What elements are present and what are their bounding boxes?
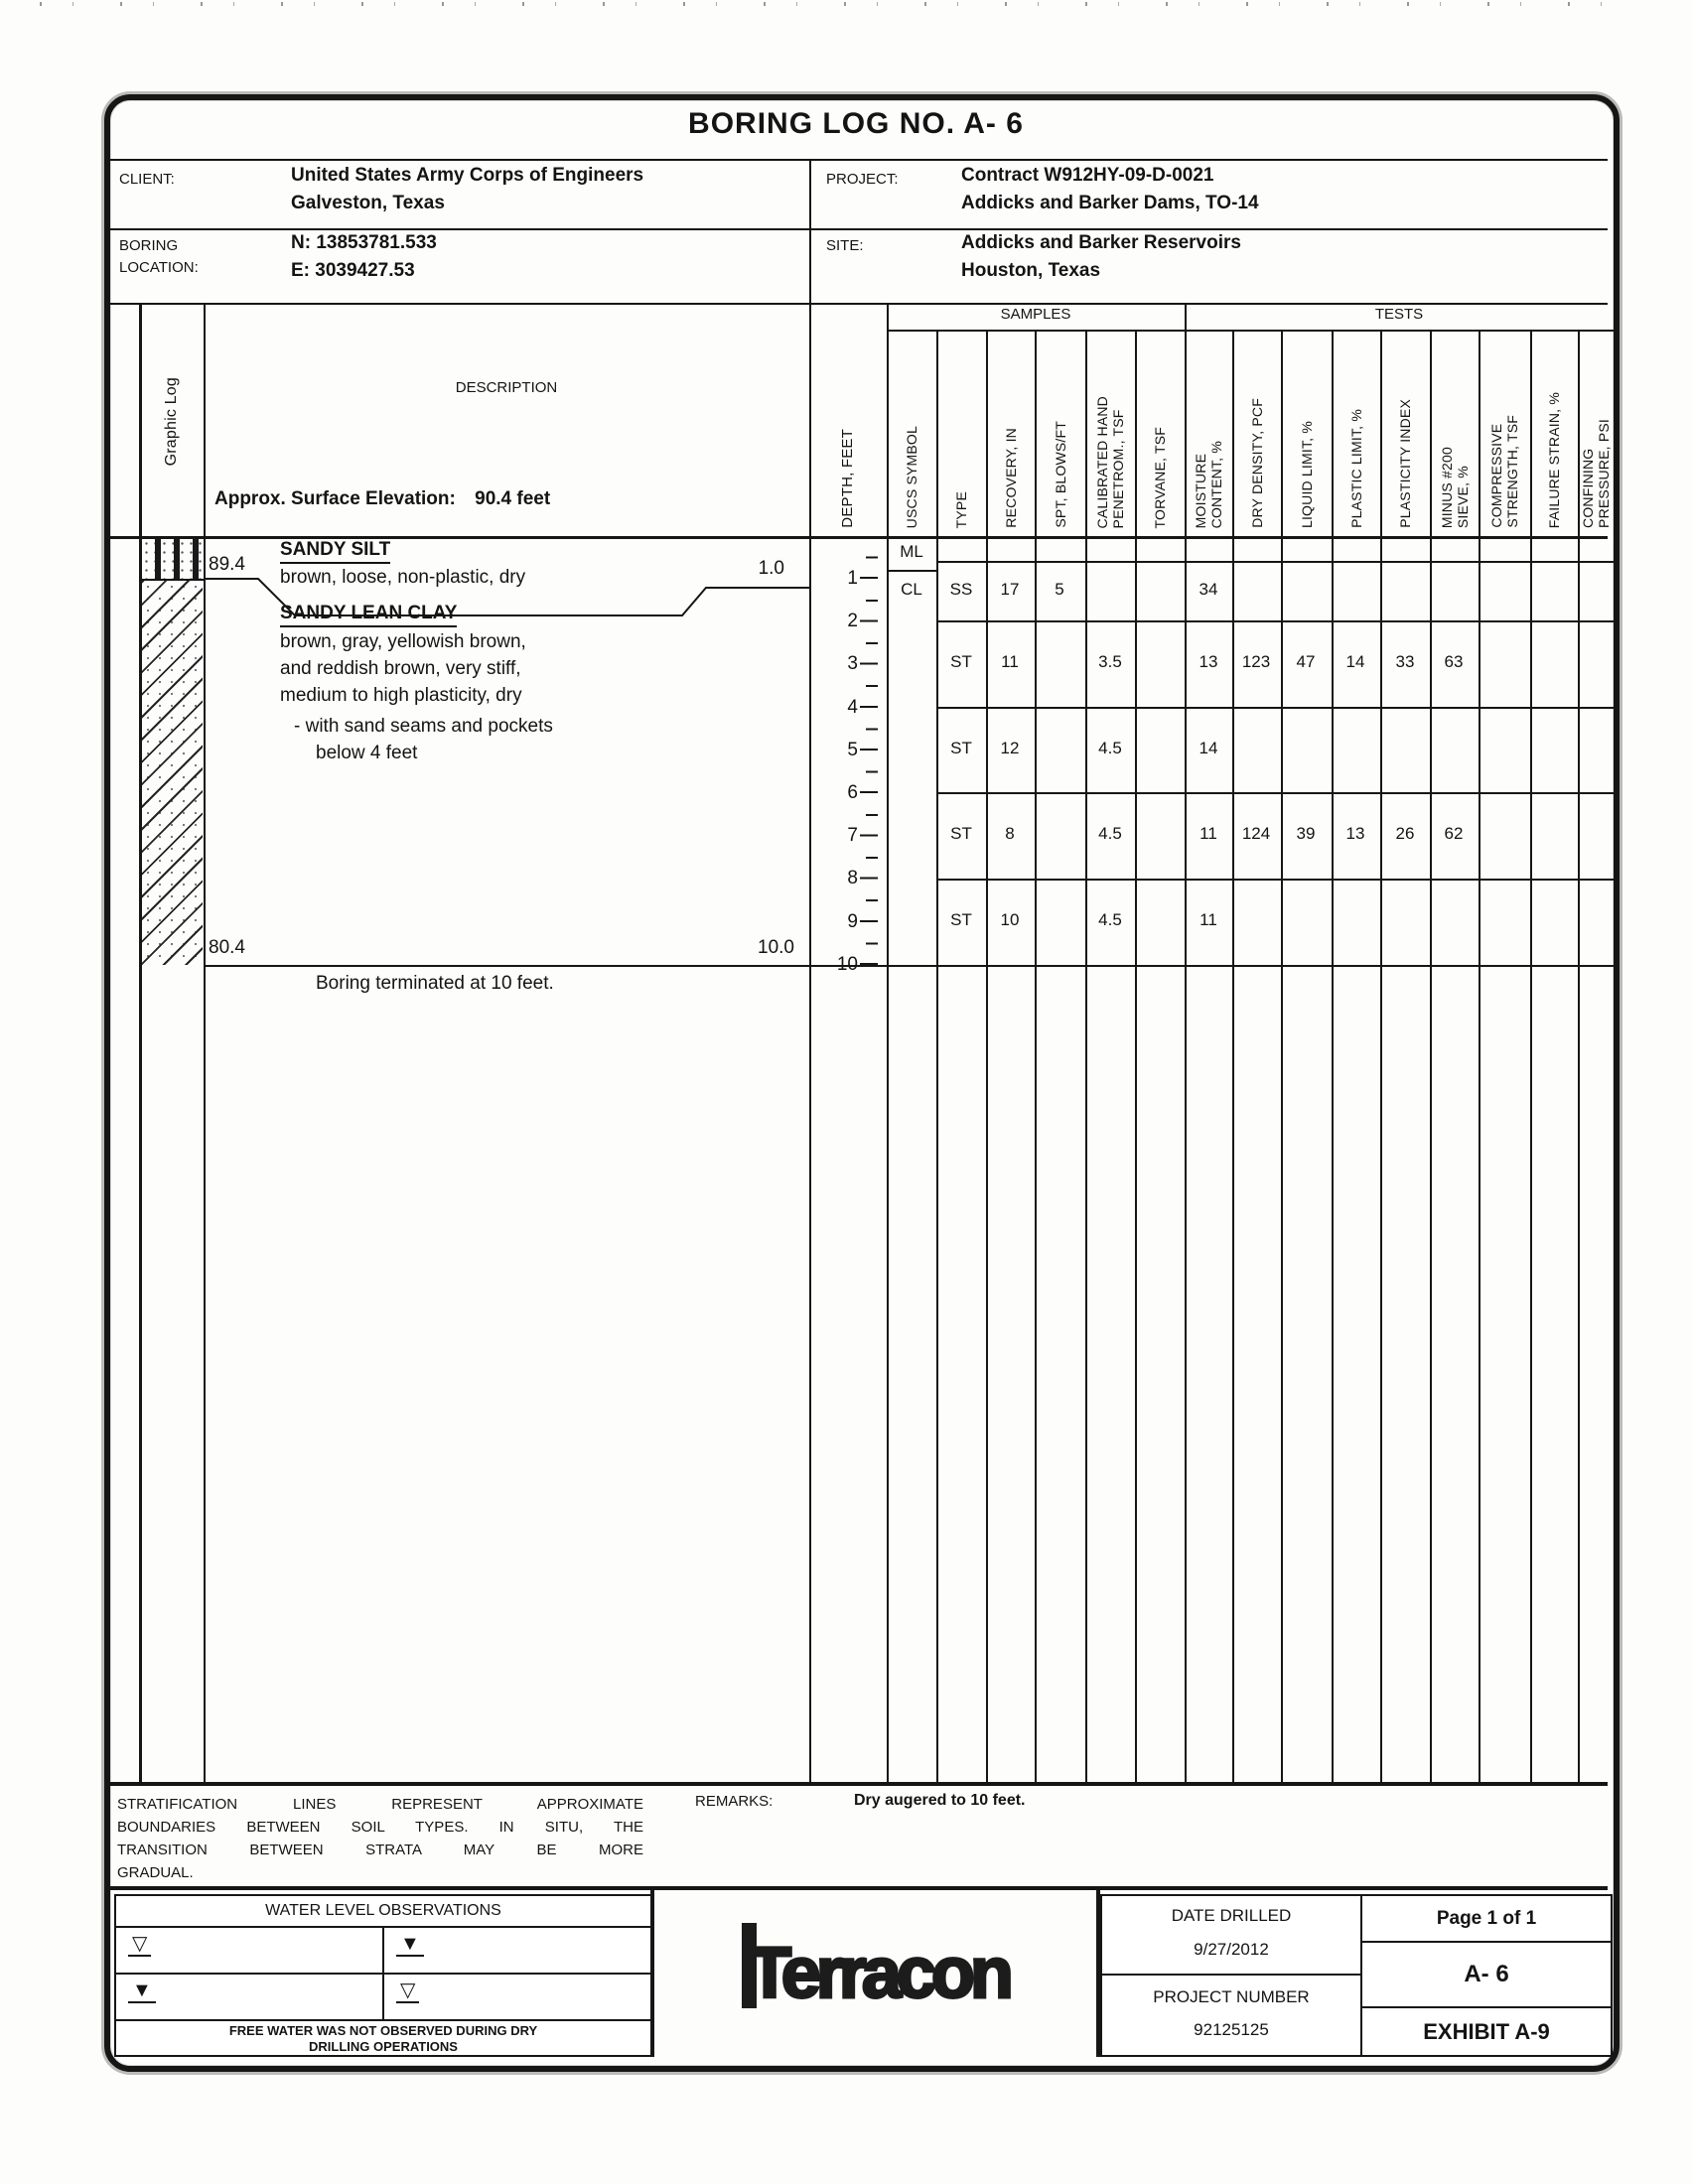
water-level-box (114, 1894, 652, 2057)
liquid-limit-col-label: LIQUID LIMIT, % (1298, 420, 1315, 528)
col-header-moisture (1185, 334, 1232, 528)
client-row-divider (104, 228, 1608, 230)
sample-moisture: 34 (1198, 580, 1218, 599)
water-note-line1: FREE WATER WAS NOT OBSERVED DURING DRY (228, 2023, 538, 2038)
col-header-dry-density (1232, 334, 1281, 528)
dry-density-col-label: DRY DENSITY, PCF (1248, 398, 1265, 528)
moisture-col-line1: MOISTURE (1193, 453, 1208, 528)
sample-plastic-limit: 13 (1345, 824, 1365, 843)
grid-line (1380, 330, 1382, 1782)
stratum2-desc-line1: brown, gray, yellowish brown, (280, 631, 526, 652)
stratum1-description: brown, loose, non-plastic, dry (280, 567, 526, 588)
depth-tick-label: 2 (847, 611, 858, 631)
bottom-depth: 10.0 (758, 937, 794, 958)
project-label: PROJECT: (826, 171, 899, 188)
exhibit-label: EXHIBIT A-9 (1423, 2019, 1550, 2044)
stratification-note-line: STRATIFICATION LINES REPRESENT APPROXIMATE (117, 1796, 643, 1813)
col-header-torvane (1135, 334, 1185, 528)
client-city: Galveston, Texas (291, 193, 445, 213)
sample-calibrated: 4.5 (1098, 910, 1122, 929)
spt-col-label: SPT, BLOWS/FT (1052, 421, 1068, 528)
sample-divider (936, 561, 1614, 563)
footer-band-top-line (104, 1886, 1608, 1890)
col-header-confining (1578, 334, 1614, 528)
graphic-log-label: Graphic Log (162, 377, 180, 467)
grid-line (986, 330, 988, 1782)
stratum1-name: SANDY SILT (280, 539, 390, 564)
date-project-box (1100, 1894, 1362, 2057)
water-level-symbol: ▽ (396, 1980, 419, 2003)
plasticity-index-col-label: PLASTICITY INDEX (1397, 399, 1413, 528)
sample-plastic-limit: 14 (1345, 652, 1365, 671)
grid-line (139, 303, 142, 1782)
col-header-depth (809, 308, 887, 528)
water-level-title: WATER LEVEL OBSERVATIONS (116, 1896, 650, 1928)
grid-line (1430, 330, 1432, 1782)
col-header-uscs (887, 334, 936, 528)
col-header-liquid-limit (1281, 334, 1332, 528)
grid-line (1479, 330, 1480, 1782)
description-header: DESCRIPTION (455, 379, 558, 396)
sample-calibrated: 4.5 (1098, 739, 1122, 757)
sample-liquid-limit: 47 (1296, 652, 1316, 671)
sample-recovery: 12 (1000, 739, 1020, 757)
sample-type: ST (950, 824, 972, 843)
sample-recovery: 8 (1005, 824, 1015, 843)
group-header-underline (887, 330, 1614, 332)
sample-divider (936, 707, 1614, 709)
project-number-value: 92125125 (1194, 2020, 1269, 2039)
grid-line (1281, 330, 1283, 1782)
minus-200-col-line2: SIEVE, % (1454, 465, 1471, 528)
sample-moisture: 11 (1199, 910, 1217, 929)
client-label: CLIENT: (119, 171, 175, 188)
calibrated-col-line2: PENETROM., TSF (1110, 409, 1126, 528)
sample-minus-200: 62 (1444, 824, 1464, 843)
minus-200-col-label (1439, 447, 1471, 528)
calibrated-col-line1: CALIBRATED HAND (1094, 395, 1110, 528)
termination-note: Boring terminated at 10 feet. (316, 973, 554, 994)
graphic-log-clay-pattern (142, 581, 203, 965)
compressive-col-line1: COMPRESSIVE (1488, 424, 1504, 528)
sample-plasticity-index: 26 (1395, 824, 1415, 843)
depth-tick-label: 6 (847, 782, 858, 803)
project-name: Addicks and Barker Dams, TO-14 (961, 193, 1259, 213)
boring-location-label-1: BORING (119, 237, 179, 254)
confining-col-label (1580, 419, 1612, 528)
site-name: Addicks and Barker Reservoirs (961, 232, 1241, 253)
depth-tick-label: 4 (847, 697, 858, 718)
sample-calibrated: 3.5 (1098, 652, 1122, 671)
col-header-graphic-log (139, 328, 204, 516)
confining-col-line2: PRESSURE, PSI (1596, 419, 1612, 528)
depth-tick-label: 8 (847, 868, 858, 888)
type-col-label: TYPE (953, 490, 969, 528)
sample-moisture: 13 (1198, 652, 1218, 671)
col-header-recovery (986, 334, 1035, 528)
grid-line (887, 303, 889, 1782)
boring-northing: N: 13853781.533 (291, 232, 437, 253)
stratum2-desc-line3: medium to high plasticity, dry (280, 685, 522, 706)
samples-group-header: SAMPLES (1000, 306, 1071, 323)
page-indicator: Page 1 of 1 (1362, 1896, 1611, 1943)
stratum2-note-line2: below 4 feet (316, 743, 418, 763)
grid-line (204, 303, 206, 1782)
bottom-elevation: 80.4 (209, 937, 245, 958)
sample-recovery: 10 (1000, 910, 1020, 929)
grid-line (1332, 330, 1334, 1782)
stratum-boundary-graphic (139, 579, 204, 581)
sample-dry-density: 124 (1241, 824, 1271, 843)
sample-type: ST (950, 652, 972, 671)
grid-line (1578, 330, 1580, 1782)
page-exhibit-box (1360, 1894, 1613, 2057)
grid-line (1185, 303, 1187, 1782)
sample-type: SS (949, 580, 973, 599)
depth-tick-label: 5 (847, 740, 858, 760)
col-header-compressive (1479, 334, 1530, 528)
date-drilled-value: 9/27/2012 (1102, 1932, 1360, 1976)
compressive-col-line2: STRENGTH, TSF (1504, 415, 1520, 528)
surface-elevation-value: 90.4 feet (475, 488, 551, 509)
site-label: SITE: (826, 237, 864, 254)
sample-divider (936, 792, 1614, 794)
sample-type: ST (950, 739, 972, 757)
terracon-logo-text: Terracon (748, 1933, 1009, 2013)
depth-tick-label: 7 (847, 825, 858, 846)
failure-strain-col-label: FAILURE STRAIN, % (1546, 391, 1562, 528)
sample-recovery: 17 (1000, 580, 1020, 599)
sample-spt: 5 (1055, 580, 1064, 599)
terracon-logo (655, 1891, 1095, 2055)
stratification-note-line: TRANSITION BETWEEN STRATA MAY BE MORE (117, 1842, 643, 1858)
grid-line (1035, 330, 1037, 1782)
recovery-col-label: RECOVERY, IN (1002, 428, 1019, 528)
minus-200-col-line1: MINUS #200 (1438, 446, 1455, 528)
depth-tick-label: 10 (836, 954, 858, 975)
remarks-value: Dry augered to 10 feet. (854, 1792, 1026, 1809)
depth-tick-label: 1 (847, 568, 858, 589)
col-header-type (936, 334, 986, 528)
project-contract: Contract W912HY-09-D-0021 (961, 165, 1214, 186)
stratum1-elevation: 89.4 (209, 554, 245, 575)
surface-elevation (214, 488, 550, 510)
water-level-symbol: ▼ (128, 1980, 156, 2003)
sample-divider (936, 620, 1614, 622)
depth-col-label: DEPTH, FEET (839, 429, 856, 528)
grid-line (1135, 330, 1137, 1782)
title-divider (104, 159, 1608, 161)
site-city: Houston, Texas (961, 260, 1101, 281)
project-number-label: PROJECT NUMBER (1153, 1987, 1310, 2006)
notes-band-top-line (104, 1782, 1608, 1786)
compressive-col-label (1488, 415, 1520, 528)
col-header-plasticity-index (1380, 334, 1430, 528)
grid-line (1085, 330, 1087, 1782)
sample-liquid-limit: 39 (1296, 824, 1316, 843)
plastic-limit-col-label: PLASTIC LIMIT, % (1347, 409, 1364, 528)
date-drilled-label: DATE DRILLED (1171, 1906, 1292, 1925)
sample-recovery: 11 (1001, 652, 1019, 671)
boring-location-label-2: LOCATION: (119, 259, 199, 276)
termination-line (204, 965, 1614, 967)
depth-foot-ticks (860, 536, 878, 967)
sample-plasticity-index: 33 (1395, 652, 1415, 671)
water-note-line2: DRILLING OPERATIONS (309, 2039, 458, 2054)
sample-dry-density: 123 (1241, 652, 1271, 671)
water-level-symbol: ▼ (396, 1934, 424, 1957)
uscs-divider (887, 570, 936, 572)
stratification-note-line: BOUNDARIES BETWEEN SOIL TYPES. IN SITU, THE (117, 1819, 643, 1836)
torvane-col-label: TORVANE, TSF (1152, 426, 1168, 528)
graphic-log-silt-pattern (142, 539, 203, 579)
sample-moisture: 11 (1199, 824, 1217, 843)
grid-line (1530, 330, 1532, 1782)
stratification-note-line: GRADUAL. (117, 1864, 194, 1881)
surface-elevation-label: Approx. Surface Elevation: (214, 488, 456, 509)
uscs-col-label: USCS SYMBOL (904, 425, 919, 528)
moisture-col-line2: CONTENT, % (1208, 440, 1224, 528)
sample-minus-200: 63 (1444, 652, 1464, 671)
stratum2-name: SANDY LEAN CLAY (280, 603, 457, 627)
uscs-symbol-ml: ML (900, 542, 923, 561)
sample-divider (936, 879, 1614, 881)
grid-line (1232, 330, 1234, 1782)
stratum2-desc-line2: and reddish brown, very stiff, (280, 658, 521, 679)
tests-group-header: TESTS (1374, 306, 1424, 323)
stratum1-depth: 1.0 (758, 558, 784, 579)
water-level-symbol: ▽ (128, 1934, 151, 1957)
boring-easting: E: 3039427.53 (291, 260, 415, 281)
boring-id: A- 6 (1362, 1943, 1611, 2008)
col-header-minus-200 (1430, 334, 1479, 528)
site-row-divider (104, 303, 1608, 305)
remarks-label: REMARKS: (695, 1793, 774, 1810)
col-header-calibrated (1085, 334, 1135, 528)
sample-type: ST (950, 910, 972, 929)
stratum2-note-line1: - with sand seams and pockets (294, 716, 553, 737)
col-header-plastic-limit (1332, 334, 1380, 528)
page-title: BORING LOG NO. A- 6 (688, 107, 1024, 140)
depth-tick-label: 3 (847, 653, 858, 674)
depth-tick-label: 9 (847, 911, 858, 932)
moisture-col-label (1193, 441, 1224, 528)
sample-calibrated: 4.5 (1098, 824, 1122, 843)
scan-artifacts (40, 2, 1628, 6)
calibrated-col-label (1094, 396, 1126, 528)
sample-moisture: 14 (1198, 739, 1218, 757)
uscs-symbol-cl: CL (901, 580, 922, 599)
col-header-failure-strain (1530, 334, 1578, 528)
confining-col-line1: CONFINING (1580, 448, 1596, 528)
grid-line (936, 330, 938, 1782)
stratification-note (117, 1793, 643, 1884)
col-header-spt (1035, 334, 1085, 528)
client-name: United States Army Corps of Engineers (291, 165, 644, 186)
